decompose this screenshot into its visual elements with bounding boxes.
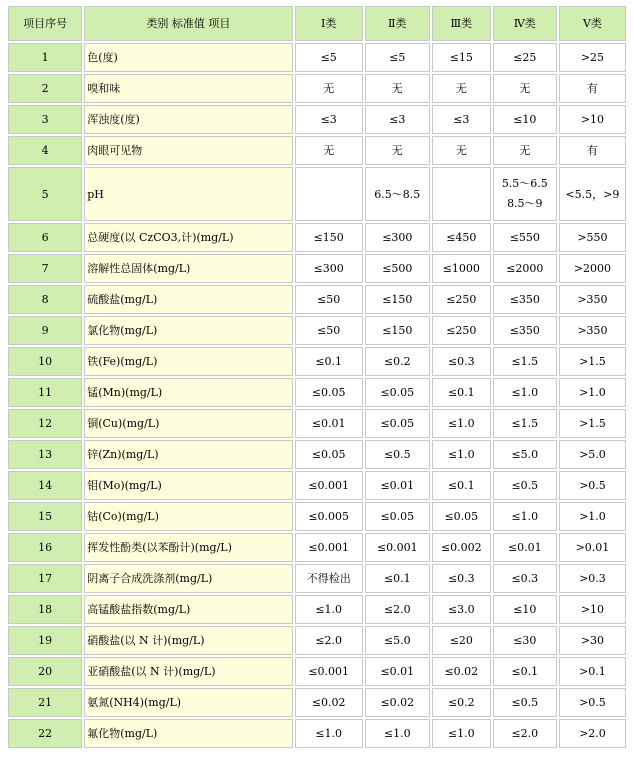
class-5-value-cell: >10 xyxy=(559,105,626,134)
item-number-cell: 6 xyxy=(8,223,82,252)
class-5-value-cell: 有 xyxy=(559,74,626,103)
class-1-value-cell: ≤0.05 xyxy=(295,440,363,469)
header-class-3: Ⅲ类 xyxy=(432,6,491,41)
class-1-value-cell: ≤50 xyxy=(295,316,363,345)
item-number-cell: 13 xyxy=(8,440,82,469)
groundwater-quality-table xyxy=(6,4,628,750)
class-2-value-cell: ≤0.01 xyxy=(365,471,430,500)
header-class-5: Ⅴ类 xyxy=(559,6,626,41)
class-2-value-cell: ≤0.5 xyxy=(365,440,430,469)
item-number-cell: 14 xyxy=(8,471,82,500)
class-4-value-cell: ≤1.5 xyxy=(493,347,557,376)
class-2-value-cell: ≤1.0 xyxy=(365,719,430,748)
table-row xyxy=(8,626,626,655)
class-2-value-cell: ≤500 xyxy=(365,254,430,283)
item-name-cell: 氯化物(mg/L) xyxy=(84,316,292,345)
item-name-cell: 氨氮(NH4)(mg/L) xyxy=(84,688,292,717)
item-name-cell: 阴离子合成洗涤剂(mg/L) xyxy=(84,564,292,593)
class-1-value-cell: ≤2.0 xyxy=(295,626,363,655)
table-row xyxy=(8,533,626,562)
table-row xyxy=(8,43,626,72)
class-4-value-cell: ≤30 xyxy=(493,626,557,655)
header-row xyxy=(8,6,626,41)
item-number-cell: 7 xyxy=(8,254,82,283)
item-name-cell: pH xyxy=(84,167,292,221)
table-row xyxy=(8,657,626,686)
class-3-value-cell: ≤3 xyxy=(432,105,491,134)
class-4-value-cell: 无 xyxy=(493,74,557,103)
class-3-value-cell xyxy=(432,167,491,221)
table-row xyxy=(8,595,626,624)
value-line: 8.5～9 xyxy=(507,197,543,210)
item-number-cell: 10 xyxy=(8,347,82,376)
class-2-value-cell: ≤0.001 xyxy=(365,533,430,562)
class-2-value-cell: 无 xyxy=(365,136,430,165)
header-class-2: Ⅱ类 xyxy=(365,6,430,41)
class-2-value-cell: ≤0.02 xyxy=(365,688,430,717)
item-number-cell: 4 xyxy=(8,136,82,165)
class-4-value-cell: ≤0.5 xyxy=(493,688,557,717)
item-number-cell: 16 xyxy=(8,533,82,562)
class-1-value-cell: ≤5 xyxy=(295,43,363,72)
class-4-value-cell: ≤0.1 xyxy=(493,657,557,686)
class-1-value-cell: ≤0.02 xyxy=(295,688,363,717)
item-number-cell: 22 xyxy=(8,719,82,748)
class-4-value-cell: ≤0.01 xyxy=(493,533,557,562)
class-1-value-cell: ≤50 xyxy=(295,285,363,314)
table-row xyxy=(8,502,626,531)
class-2-value-cell: ≤0.1 xyxy=(365,564,430,593)
item-number-cell: 15 xyxy=(8,502,82,531)
item-number-cell: 3 xyxy=(8,105,82,134)
table-row xyxy=(8,471,626,500)
class-5-value-cell: >1.5 xyxy=(559,409,626,438)
item-name-cell: 嗅和味 xyxy=(84,74,292,103)
class-1-value-cell: ≤300 xyxy=(295,254,363,283)
item-number-cell: 5 xyxy=(8,167,82,221)
class-4-value-cell: ≤1.5 xyxy=(493,409,557,438)
class-1-value-cell: 无 xyxy=(295,136,363,165)
item-name-cell: 氟化物(mg/L) xyxy=(84,719,292,748)
item-name-cell: 色(度) xyxy=(84,43,292,72)
class-4-value-cell: ≤10 xyxy=(493,595,557,624)
class-2-value-cell: 无 xyxy=(365,74,430,103)
header-category-item: 类别 标准值 项目 xyxy=(84,6,292,41)
item-number-cell: 9 xyxy=(8,316,82,345)
class-1-value-cell: ≤0.001 xyxy=(295,471,363,500)
class-1-value-cell: ≤0.01 xyxy=(295,409,363,438)
item-name-cell: 钼(Mo)(mg/L) xyxy=(84,471,292,500)
table-row xyxy=(8,378,626,407)
class-3-value-cell: ≤250 xyxy=(432,285,491,314)
class-5-value-cell: >1.0 xyxy=(559,378,626,407)
table-row xyxy=(8,688,626,717)
class-1-value-cell: ≤0.005 xyxy=(295,502,363,531)
item-name-cell: 硝酸盐(以 N 计)(mg/L) xyxy=(84,626,292,655)
class-3-value-cell: ≤1000 xyxy=(432,254,491,283)
item-name-cell: 溶解性总固体(mg/L) xyxy=(84,254,292,283)
class-1-value-cell: ≤0.1 xyxy=(295,347,363,376)
class-5-value-cell: >350 xyxy=(559,316,626,345)
header-item-number: 项目序号 xyxy=(8,6,82,41)
table-row xyxy=(8,409,626,438)
class-5-value-cell: >1.5 xyxy=(559,347,626,376)
table-row xyxy=(8,74,626,103)
class-4-value-cell: ≤5.0 xyxy=(493,440,557,469)
class-5-value-cell: >1.0 xyxy=(559,502,626,531)
class-5-value-cell: >5.0 xyxy=(559,440,626,469)
item-name-cell: 铜(Cu)(mg/L) xyxy=(84,409,292,438)
class-4-value-cell: 无 xyxy=(493,136,557,165)
class-5-value-cell: >0.5 xyxy=(559,471,626,500)
item-name-cell: 肉眼可见物 xyxy=(84,136,292,165)
class-1-value-cell: ≤1.0 xyxy=(295,595,363,624)
item-number-cell: 17 xyxy=(8,564,82,593)
class-5-value-cell: >2000 xyxy=(559,254,626,283)
class-5-value-cell: >0.5 xyxy=(559,688,626,717)
class-2-value-cell: 6.5～8.5 xyxy=(365,167,430,221)
class-3-value-cell: ≤20 xyxy=(432,626,491,655)
item-name-cell: 铁(Fe)(mg/L) xyxy=(84,347,292,376)
item-number-cell: 21 xyxy=(8,688,82,717)
class-3-value-cell: ≤1.0 xyxy=(432,719,491,748)
class-5-value-cell: >30 xyxy=(559,626,626,655)
class-4-value-cell: ≤10 xyxy=(493,105,557,134)
class-1-value-cell: ≤0.001 xyxy=(295,533,363,562)
class-1-value-cell: ≤0.001 xyxy=(295,657,363,686)
table-row xyxy=(8,316,626,345)
item-number-cell: 19 xyxy=(8,626,82,655)
class-2-value-cell: ≤2.0 xyxy=(365,595,430,624)
item-number-cell: 12 xyxy=(8,409,82,438)
item-name-cell: 硫酸盐(mg/L) xyxy=(84,285,292,314)
class-2-value-cell: ≤5.0 xyxy=(365,626,430,655)
item-name-cell: 总硬度(以 CzCO3,计)(mg/L) xyxy=(84,223,292,252)
class-3-value-cell: ≤1.0 xyxy=(432,409,491,438)
class-2-value-cell: ≤3 xyxy=(365,105,430,134)
class-2-value-cell: ≤0.2 xyxy=(365,347,430,376)
class-3-value-cell: 无 xyxy=(432,74,491,103)
class-2-value-cell: ≤0.05 xyxy=(365,409,430,438)
item-name-cell: 高锰酸盐指数(mg/L) xyxy=(84,595,292,624)
table-row xyxy=(8,347,626,376)
header-class-4: Ⅳ类 xyxy=(493,6,557,41)
class-4-value-cell: ≤350 xyxy=(493,316,557,345)
value-line: 5.5～6.5 xyxy=(501,177,548,190)
class-4-value-cell: ≤1.0 xyxy=(493,378,557,407)
header-class-1: Ⅰ类 xyxy=(295,6,363,41)
table-row xyxy=(8,564,626,593)
class-3-value-cell: ≤0.05 xyxy=(432,502,491,531)
class-4-value-cell: ≤2.0 xyxy=(493,719,557,748)
table-row xyxy=(8,223,626,252)
class-3-value-cell: ≤0.1 xyxy=(432,378,491,407)
class-1-value-cell: ≤1.0 xyxy=(295,719,363,748)
table-row xyxy=(8,136,626,165)
class-3-value-cell: ≤1.0 xyxy=(432,440,491,469)
class-4-value-cell: ≤350 xyxy=(493,285,557,314)
class-1-value-cell xyxy=(295,167,363,221)
table-row xyxy=(8,105,626,134)
item-name-cell: 钴(Co)(mg/L) xyxy=(84,502,292,531)
class-4-value-cell: ≤0.5 xyxy=(493,471,557,500)
item-name-cell: 浑浊度(度) xyxy=(84,105,292,134)
class-3-value-cell: ≤0.3 xyxy=(432,564,491,593)
class-3-value-cell: ≤0.3 xyxy=(432,347,491,376)
item-number-cell: 20 xyxy=(8,657,82,686)
class-5-value-cell: >2.0 xyxy=(559,719,626,748)
class-5-value-cell: >350 xyxy=(559,285,626,314)
class-2-value-cell: ≤0.05 xyxy=(365,502,430,531)
class-4-value-cell: ≤25 xyxy=(493,43,557,72)
class-5-value-cell: >10 xyxy=(559,595,626,624)
class-3-value-cell: ≤0.1 xyxy=(432,471,491,500)
item-number-cell: 1 xyxy=(8,43,82,72)
class-3-value-cell: ≤250 xyxy=(432,316,491,345)
class-3-value-cell: ≤15 xyxy=(432,43,491,72)
class-4-value-cell xyxy=(493,167,557,221)
class-5-value-cell: <5.5，>9 xyxy=(559,167,626,221)
class-1-value-cell: ≤3 xyxy=(295,105,363,134)
class-5-value-cell: >550 xyxy=(559,223,626,252)
class-3-value-cell: ≤0.02 xyxy=(432,657,491,686)
item-name-cell: 挥发性酚类(以苯酚计)(mg/L) xyxy=(84,533,292,562)
item-number-cell: 18 xyxy=(8,595,82,624)
table-row xyxy=(8,167,626,221)
class-2-value-cell: ≤300 xyxy=(365,223,430,252)
class-3-value-cell: ≤450 xyxy=(432,223,491,252)
class-5-value-cell: >0.1 xyxy=(559,657,626,686)
class-1-value-cell: 无 xyxy=(295,74,363,103)
item-number-cell: 11 xyxy=(8,378,82,407)
class-4-value-cell: ≤550 xyxy=(493,223,557,252)
table-row xyxy=(8,254,626,283)
class-4-value-cell: ≤2000 xyxy=(493,254,557,283)
class-4-value-cell: ≤1.0 xyxy=(493,502,557,531)
item-name-cell: 锰(Mn)(mg/L) xyxy=(84,378,292,407)
class-1-value-cell: 不得检出 xyxy=(295,564,363,593)
class-5-value-cell: >0.01 xyxy=(559,533,626,562)
item-name-cell: 亚硝酸盐(以 N 计)(mg/L) xyxy=(84,657,292,686)
item-number-cell: 8 xyxy=(8,285,82,314)
class-2-value-cell: ≤0.05 xyxy=(365,378,430,407)
class-1-value-cell: ≤0.05 xyxy=(295,378,363,407)
class-3-value-cell: ≤3.0 xyxy=(432,595,491,624)
class-2-value-cell: ≤150 xyxy=(365,285,430,314)
class-5-value-cell: 有 xyxy=(559,136,626,165)
class-2-value-cell: ≤0.01 xyxy=(365,657,430,686)
class-4-value-cell: ≤0.3 xyxy=(493,564,557,593)
class-2-value-cell: ≤5 xyxy=(365,43,430,72)
class-1-value-cell: ≤150 xyxy=(295,223,363,252)
table-row xyxy=(8,285,626,314)
class-3-value-cell: ≤0.2 xyxy=(432,688,491,717)
table-row xyxy=(8,440,626,469)
item-number-cell: 2 xyxy=(8,74,82,103)
table-row xyxy=(8,719,626,748)
class-3-value-cell: ≤0.002 xyxy=(432,533,491,562)
class-2-value-cell: ≤150 xyxy=(365,316,430,345)
class-5-value-cell: >0.3 xyxy=(559,564,626,593)
class-5-value-cell: >25 xyxy=(559,43,626,72)
item-name-cell: 锌(Zn)(mg/L) xyxy=(84,440,292,469)
class-3-value-cell: 无 xyxy=(432,136,491,165)
